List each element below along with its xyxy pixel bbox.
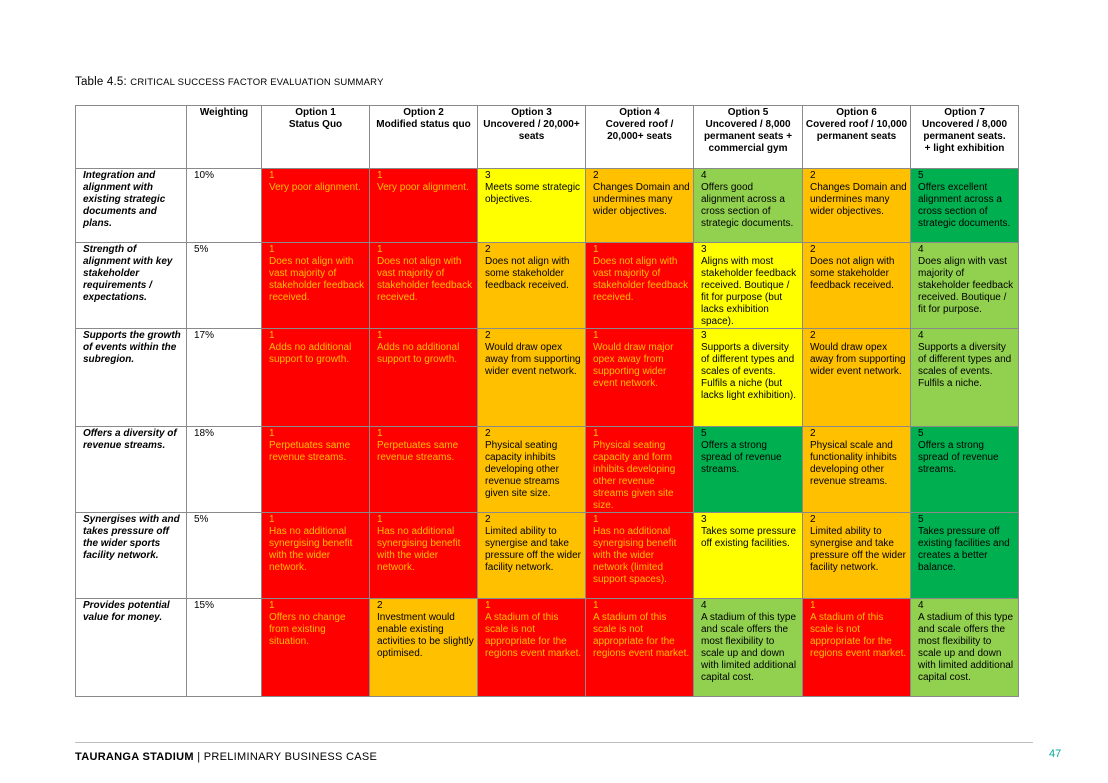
option-6-evaluation — [803, 329, 911, 427]
score-value: 1 — [269, 330, 275, 341]
evaluation-text: Offers good alignment across a cross section of strategic documents. — [701, 182, 794, 229]
table-row — [76, 329, 1019, 427]
footer-doc-title: PRELIMINARY BUSINESS CASE — [203, 751, 378, 763]
option-5-evaluation — [694, 169, 803, 243]
option-7-evaluation — [911, 243, 1019, 329]
weighting-value: 18% — [187, 427, 262, 513]
score-value: 4 — [918, 330, 924, 341]
option-6-evaluation — [803, 427, 911, 513]
option-6-evaluation — [803, 513, 911, 599]
score-value: 1 — [593, 600, 599, 611]
evaluation-text: A stadium of this type and scale offers the most flexibility to scale up and down with limited additional capital cost. — [918, 612, 1014, 683]
option-4-evaluation — [586, 427, 694, 513]
table-body — [76, 169, 1019, 697]
score-value: 3 — [701, 244, 707, 255]
score-value: 2 — [377, 600, 383, 611]
table-row — [76, 169, 1019, 243]
option-3-evaluation — [478, 599, 586, 697]
option-4-evaluation — [586, 169, 694, 243]
option-1-evaluation — [262, 513, 370, 599]
score-value: 2 — [485, 428, 491, 439]
score-value: 2 — [485, 244, 491, 255]
score-value: 1 — [593, 514, 599, 525]
evaluation-text: Limited ability to synergise and take pressure off the wider facility network. — [485, 526, 581, 573]
option-2-evaluation — [370, 169, 478, 243]
score-value: 4 — [918, 244, 924, 255]
header-criterion — [76, 106, 187, 169]
weighting-value: 5% — [187, 243, 262, 329]
table-row — [76, 599, 1019, 697]
score-value: 1 — [377, 514, 383, 525]
evaluation-text: Has no additional synergising benefit with the wider network. — [269, 526, 353, 573]
evaluation-text: Takes pressure off existing facilities and creates a better balance. — [918, 526, 1010, 573]
option-4-evaluation — [586, 329, 694, 427]
header-option-6: Option 6 Covered roof / 10,000 permanent seats — [803, 106, 911, 169]
evaluation-text: Does not align with vast majority of stakeholder feedback received. — [593, 256, 689, 303]
option-1-evaluation — [262, 169, 370, 243]
table-row — [76, 513, 1019, 599]
option-6-evaluation — [803, 243, 911, 329]
weighting-value: 5% — [187, 513, 262, 599]
criterion-label: Supports the growth of events within the subregion. — [76, 329, 187, 427]
evaluation-text: Aligns with most stakeholder feedback received. Boutique / fit for purpose (but lacks exhibition space). — [701, 256, 797, 327]
header-option-1: Option 1 Status Quo — [262, 106, 370, 169]
evaluation-text: Offers no change from existing situation. — [269, 612, 346, 647]
option-5-evaluation — [694, 329, 803, 427]
criterion-label: Provides potential value for money. — [76, 599, 187, 697]
score-value: 2 — [810, 330, 816, 341]
header-row — [76, 106, 1019, 169]
header-option-7: Option 7 Uncovered / 8,000 permanent seats. + light exhibition — [911, 106, 1019, 169]
evaluation-text: Offers excellent alignment across a cross section of strategic documents. — [918, 182, 1011, 229]
header-option-3: Option 3 Uncovered / 20,000+ seats — [478, 106, 586, 169]
evaluation-text: A stadium of this type and scale offers the most flexibility to scale up and down with limited additional capital cost. — [701, 612, 797, 683]
criterion-label: Strength of alignment with key stakeholder requirements / expectations. — [76, 243, 187, 329]
weighting-value: 17% — [187, 329, 262, 427]
score-value: 2 — [810, 170, 816, 181]
evaluation-text: Investment would enable existing activities to be slightly optimised. — [377, 612, 474, 659]
option-3-evaluation — [478, 329, 586, 427]
evaluation-text: Does not align with vast majority of stakeholder feedback received. — [269, 256, 365, 303]
score-value: 1 — [269, 170, 275, 181]
score-value: 5 — [918, 428, 924, 439]
score-value: 5 — [701, 428, 707, 439]
option-5-evaluation — [694, 427, 803, 513]
option-2-evaluation — [370, 599, 478, 697]
evaluation-text: Would draw opex away from supporting wider event network. — [485, 342, 581, 377]
option-2-evaluation — [370, 513, 478, 599]
evaluation-text: A stadium of this scale is not appropriate for the regions event market. — [593, 612, 690, 659]
score-value: 2 — [810, 428, 816, 439]
evaluation-text: Would draw opex away from supporting wider event network. — [810, 342, 906, 377]
option-3-evaluation — [478, 427, 586, 513]
score-value: 4 — [701, 600, 707, 611]
score-value: 1 — [377, 428, 383, 439]
option-6-evaluation — [803, 169, 911, 243]
evaluation-text: A stadium of this scale is not appropriate for the regions event market. — [485, 612, 582, 659]
header-option-4: Option 4 Covered roof / 20,000+ seats — [586, 106, 694, 169]
option-4-evaluation — [586, 243, 694, 329]
score-value: 1 — [377, 244, 383, 255]
evaluation-text: Limited ability to synergise and take pressure off the wider facility network. — [810, 526, 906, 573]
option-7-evaluation — [911, 329, 1019, 427]
evaluation-text: Physical seating capacity inhibits developing other revenue streams given site size. — [485, 440, 560, 499]
evaluation-text: Very poor alignment. — [269, 182, 361, 193]
header-option-5: Option 5 Uncovered / 8,000 permanent seats + commercial gym — [694, 106, 803, 169]
score-value: 1 — [593, 244, 599, 255]
footer-separator: | — [193, 751, 204, 763]
score-value: 4 — [918, 600, 924, 611]
option-1-evaluation — [262, 243, 370, 329]
evaluation-text: Physical seating capacity and form inhibits developing other revenue streams given site size. — [593, 440, 676, 511]
header-option-2: Option 2 Modified status quo — [370, 106, 478, 169]
option-1-evaluation — [262, 599, 370, 697]
score-value: 1 — [810, 600, 816, 611]
score-value: 2 — [485, 330, 491, 341]
score-value: 1 — [269, 600, 275, 611]
table-row — [76, 427, 1019, 513]
evaluation-text: Supports a diversity of different types and scales of events. Fulfils a niche. — [918, 342, 1012, 389]
evaluation-text: Takes some pressure off existing facilities. — [701, 526, 797, 549]
score-value: 1 — [269, 244, 275, 255]
evaluation-text: Has no additional synergising benefit with the wider network (limited support spaces). — [593, 526, 677, 585]
option-2-evaluation — [370, 427, 478, 513]
option-5-evaluation — [694, 599, 803, 697]
evaluation-text: Has no additional synergising benefit with the wider network. — [377, 526, 461, 573]
evaluation-text: Does align with vast majority of stakeholder feedback received. Boutique / fit for purpose. — [918, 256, 1014, 315]
option-5-evaluation — [694, 243, 803, 329]
evaluation-text: Changes Domain and undermines many wider objectives. — [593, 182, 690, 217]
evaluation-text: A stadium of this scale is not appropriate for the regions event market. — [810, 612, 907, 659]
evaluation-text: Very poor alignment. — [377, 182, 469, 193]
score-value: 2 — [810, 514, 816, 525]
footer-brand: TAURANGA STADIUM — [75, 751, 194, 763]
table-row — [76, 243, 1019, 329]
score-value: 1 — [377, 170, 383, 181]
score-value: 1 — [593, 428, 599, 439]
criterion-label: Synergises with and takes pressure off the wider sports facility network. — [76, 513, 187, 599]
score-value: 4 — [701, 170, 707, 181]
score-value: 1 — [269, 514, 275, 525]
weighting-value: 15% — [187, 599, 262, 697]
score-value: 5 — [918, 514, 924, 525]
evaluation-text: Does not align with some stakeholder feedback received. — [485, 256, 570, 291]
score-value: 1 — [377, 330, 383, 341]
score-value: 3 — [701, 330, 707, 341]
option-5-evaluation — [694, 513, 803, 599]
score-value: 3 — [701, 514, 707, 525]
criterion-label: Integration and alignment with existing strategic documents and plans. — [76, 169, 187, 243]
option-2-evaluation — [370, 329, 478, 427]
evaluation-text: Offers a strong spread of revenue streams. — [918, 440, 999, 475]
option-7-evaluation — [911, 169, 1019, 243]
option-2-evaluation — [370, 243, 478, 329]
score-value: 1 — [269, 428, 275, 439]
evaluation-text: Offers a strong spread of revenue streams. — [701, 440, 782, 475]
option-7-evaluation — [911, 513, 1019, 599]
score-value: 1 — [593, 330, 599, 341]
header-weighting: Weighting — [187, 106, 262, 169]
score-value: 5 — [918, 170, 924, 181]
score-value: 2 — [810, 244, 816, 255]
evaluation-text: Supports a diversity of different types and scales of events. Fulfils a niche (but lacks light exhibition). — [701, 342, 797, 401]
evaluation-text: Physical scale and functionality inhibits developing other revenue streams. — [810, 440, 897, 487]
page-number: 47 — [1049, 748, 1062, 760]
evaluation-text: Perpetuates same revenue streams. — [269, 440, 351, 463]
option-3-evaluation — [478, 169, 586, 243]
criterion-label: Offers a diversity of revenue streams. — [76, 427, 187, 513]
footer — [75, 751, 377, 763]
table-title: CRITICAL SUCCESS FACTOR EVALUATION SUMMARY — [130, 77, 384, 88]
evaluation-text: Adds no additional support to growth. — [269, 342, 352, 365]
score-value: 2 — [593, 170, 599, 181]
evaluation-text: Adds no additional support to growth. — [377, 342, 460, 365]
table-caption — [75, 76, 384, 88]
weighting-value: 10% — [187, 169, 262, 243]
evaluation-text: Meets some strategic objectives. — [485, 182, 581, 205]
option-3-evaluation — [478, 243, 586, 329]
option-7-evaluation — [911, 427, 1019, 513]
evaluation-text: Would draw major opex away from supporting wider event network. — [593, 342, 674, 389]
score-value: 1 — [485, 600, 491, 611]
option-7-evaluation — [911, 599, 1019, 697]
option-4-evaluation — [586, 513, 694, 599]
footer-rule — [75, 742, 1033, 743]
evaluation-text: Changes Domain and undermines many wider objectives. — [810, 182, 907, 217]
option-4-evaluation — [586, 599, 694, 697]
score-value: 3 — [485, 170, 491, 181]
evaluation-text: Perpetuates same revenue streams. — [377, 440, 459, 463]
option-6-evaluation — [803, 599, 911, 697]
score-value: 2 — [485, 514, 491, 525]
evaluation-text: Does not align with vast majority of stakeholder feedback received. — [377, 256, 473, 303]
evaluation-text: Does not align with some stakeholder feedback received. — [810, 256, 895, 291]
table-number: Table 4.5: — [75, 76, 127, 88]
option-1-evaluation — [262, 427, 370, 513]
option-3-evaluation — [478, 513, 586, 599]
evaluation-table — [75, 105, 1019, 697]
option-1-evaluation — [262, 329, 370, 427]
